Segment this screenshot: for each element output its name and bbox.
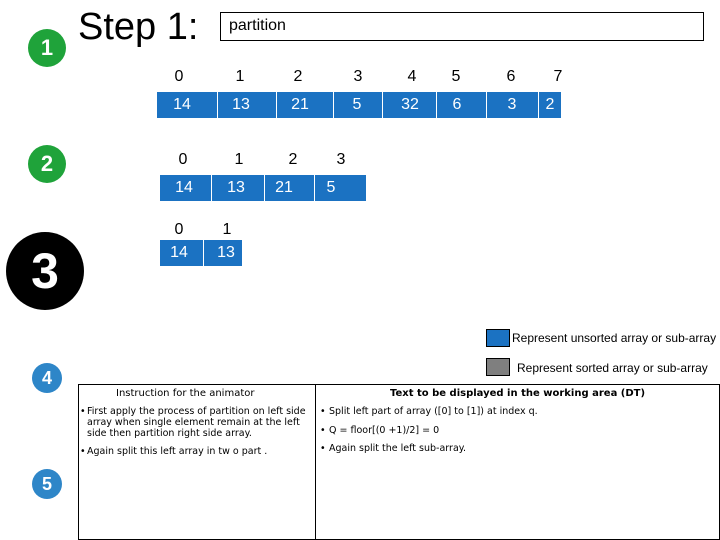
list-item: • Split left part of array ([0] to [1]) at index q. xyxy=(320,406,538,417)
level1-value: 5 xyxy=(352,96,362,113)
level1-index: 2 xyxy=(293,68,303,85)
level2-value: 21 xyxy=(275,179,293,196)
level3-value: 13 xyxy=(217,244,235,261)
cell-divider xyxy=(276,92,277,118)
level1-value: 14 xyxy=(173,96,191,113)
level2-index: 3 xyxy=(336,151,346,168)
operation-title-box xyxy=(220,12,704,41)
level1-index: 4 xyxy=(407,68,417,85)
level1-index: 5 xyxy=(451,68,461,85)
legend-sorted-label: Represent sorted array or sub-array xyxy=(517,361,708,375)
level2-value: 14 xyxy=(175,179,193,196)
level1-index: 6 xyxy=(506,68,516,85)
level3-index: 0 xyxy=(174,221,184,238)
list-item: • First apply the process of partition on left side array when single element remain at the left side then partition right side array. xyxy=(80,406,306,439)
instruction-column-divider xyxy=(315,384,316,540)
cell-divider xyxy=(217,92,218,118)
list-item: • Q = floor[(0 +1)/2] = 0 xyxy=(320,425,440,436)
level2-index: 2 xyxy=(288,151,298,168)
step-2-badge: 2 xyxy=(28,145,66,183)
level1-index: 3 xyxy=(353,68,363,85)
list-item: • Again split this left array in tw o part . xyxy=(80,446,268,457)
animator-instructions-header: Instruction for the animator xyxy=(116,388,255,399)
level1-value: 3 xyxy=(507,96,517,113)
level2-value: 13 xyxy=(227,179,245,196)
cell-divider xyxy=(486,92,487,118)
legend-unsorted-label: Represent unsorted array or sub-array xyxy=(512,331,717,345)
step-1-badge: 1 xyxy=(28,29,66,67)
step-4-badge: 4 xyxy=(32,363,62,393)
legend-sorted-swatch xyxy=(486,358,510,376)
level1-value: 32 xyxy=(401,96,419,113)
level1-value: 21 xyxy=(291,96,309,113)
step-title: Step 1: xyxy=(78,6,199,48)
level2-value: 5 xyxy=(326,179,336,196)
level1-value: 13 xyxy=(232,96,250,113)
step-5-badge: 5 xyxy=(32,469,62,499)
level2-index: 1 xyxy=(234,151,244,168)
cell-divider xyxy=(211,175,212,201)
level1-value: 2 xyxy=(545,96,555,113)
level3-value: 14 xyxy=(170,244,188,261)
level2-index: 0 xyxy=(178,151,188,168)
cell-divider xyxy=(203,240,204,266)
level1-index: 0 xyxy=(174,68,184,85)
level1-index: 7 xyxy=(553,68,563,85)
level1-value: 6 xyxy=(452,96,462,113)
level3-index: 1 xyxy=(222,221,232,238)
cell-divider xyxy=(333,92,334,118)
level1-index: 1 xyxy=(235,68,245,85)
step-3-badge: 3 xyxy=(6,232,84,310)
operation-label: partition xyxy=(229,17,286,34)
legend-unsorted-swatch xyxy=(486,329,510,347)
list-item: • Again split the left sub-array. xyxy=(320,443,467,454)
cell-divider xyxy=(382,92,383,118)
display-text-header: Text to be displayed in the working area (DT) xyxy=(390,388,646,399)
